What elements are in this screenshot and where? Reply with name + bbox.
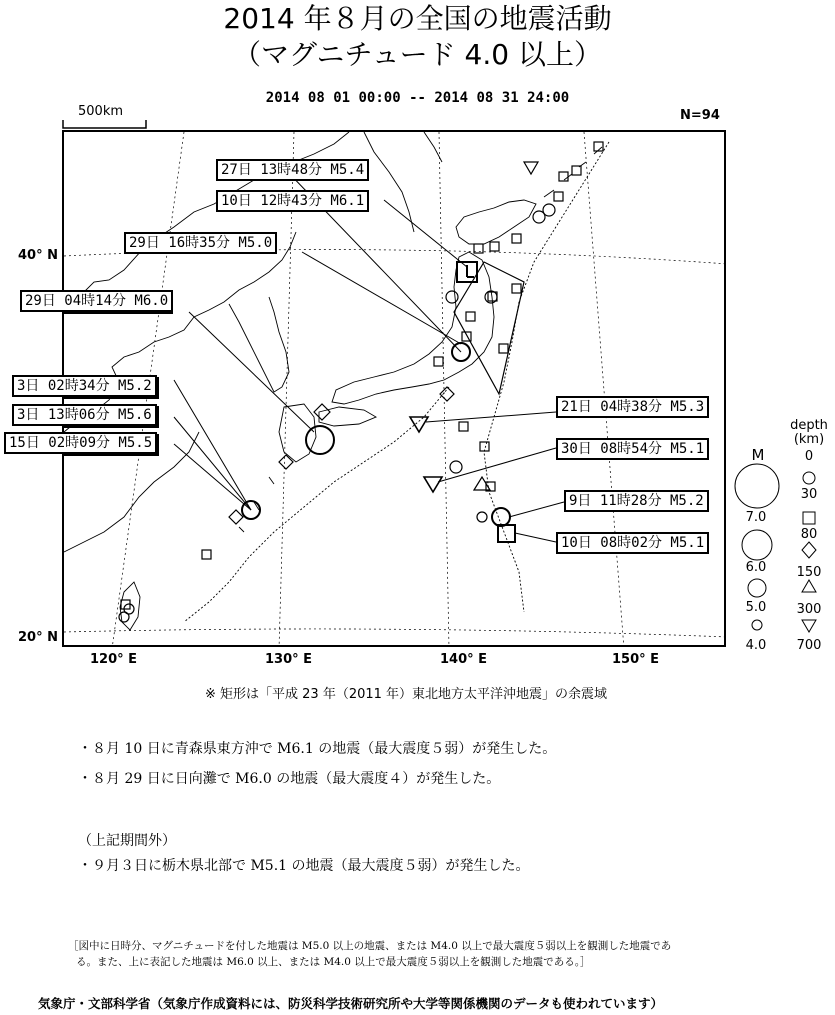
legend-depth-80: 80 xyxy=(800,527,818,542)
lon-130-label: 130° E xyxy=(265,652,313,667)
footnote xyxy=(68,938,748,970)
event-label: 21日 04時38分 M5.3 xyxy=(556,396,709,418)
source-credit: 気象庁・文部科学省（気象庁作成資料には、防災科学技術研究所や大学等関係機関のデータも使われています） xyxy=(38,996,664,1011)
legend-depth-700: 700 xyxy=(796,638,822,653)
legend-mag-7: 7.0 xyxy=(745,510,767,525)
legend-mag-6: 6.0 xyxy=(745,560,767,575)
legend-depth-150: 150 xyxy=(796,565,822,580)
map-canvas xyxy=(64,132,726,647)
legend-magnitude-title: M xyxy=(751,446,765,464)
legend-mag-4: 4.0 xyxy=(745,638,767,653)
event-label: 15日 02時09分 M5.5 xyxy=(4,432,157,454)
event-label: 27日 13時48分 M5.4 xyxy=(216,159,369,181)
summary-item: ・８月 10 日に青森県東方沖で M6.1 の地震（最大震度５弱）が発生した。 xyxy=(78,741,557,757)
footnote-line: る。また、上に表記した地震は M6.0 以上、または M4.0 以上で最大震度５弱以上を観測した地震である。］ xyxy=(76,956,591,968)
summary-item: ・８月 29 日に日向灘で M6.0 の地震（最大震度４）が発生した。 xyxy=(78,771,501,787)
period-range: 2014 08 01 00:00 -- 2014 08 31 24:00 xyxy=(265,90,570,106)
event-label: 10日 08時02分 M5.1 xyxy=(556,532,709,554)
event-label: 30日 08時54分 M5.1 xyxy=(556,438,709,460)
map-frame xyxy=(62,130,726,647)
summary-item: ・９月３日に栃木県北部で M5.1 の地震（最大震度５弱）が発生した。 xyxy=(78,858,530,874)
lon-120-label: 120° E xyxy=(90,652,138,667)
scale-bar-label: 500km xyxy=(78,104,124,119)
outside-period-heading: （上記期間外） xyxy=(78,833,176,849)
event-label: 29日 16時35分 M5.0 xyxy=(124,232,277,254)
legend-depth-title: depth xyxy=(790,418,828,433)
event-label: 3日 02時34分 M5.2 xyxy=(12,375,157,397)
rectangle-note: ※ 矩形は「平成 23 年（2011 年）東北地方太平洋沖地震」の余震域 xyxy=(205,687,608,702)
scale-bar xyxy=(62,118,152,130)
event-label: 29日 04時14分 M6.0 xyxy=(20,290,173,312)
legend-depth-300: 300 xyxy=(796,602,822,617)
event-label: 3日 13時06分 M5.6 xyxy=(12,404,157,426)
lat-20-label: 20° N xyxy=(18,630,58,645)
event-count: N=94 xyxy=(680,108,720,123)
legend-depth-unit: (km) xyxy=(793,432,825,447)
event-label: 9日 11時28分 M5.2 xyxy=(564,490,709,512)
lat-40-label: 40° N xyxy=(18,248,58,263)
legend-depth-0: 0 xyxy=(804,449,814,464)
event-label: 10日 12時43分 M6.1 xyxy=(216,190,369,212)
page-title: 2014 年８月の全国の地震活動 xyxy=(223,2,612,35)
lon-150-label: 150° E xyxy=(612,652,660,667)
legend-mag-5: 5.0 xyxy=(745,600,767,615)
legend-depth-30: 30 xyxy=(800,487,818,502)
page-subtitle: （マグニチュード 4.0 以上） xyxy=(233,38,602,71)
lon-140-label: 140° E xyxy=(440,652,488,667)
footnote-line: ［図中に日時分、マグニチュードを付した地震は M5.0 以上の地震、または M4.0 以上で最大震度５弱以上を観測した地震であ xyxy=(68,940,672,952)
